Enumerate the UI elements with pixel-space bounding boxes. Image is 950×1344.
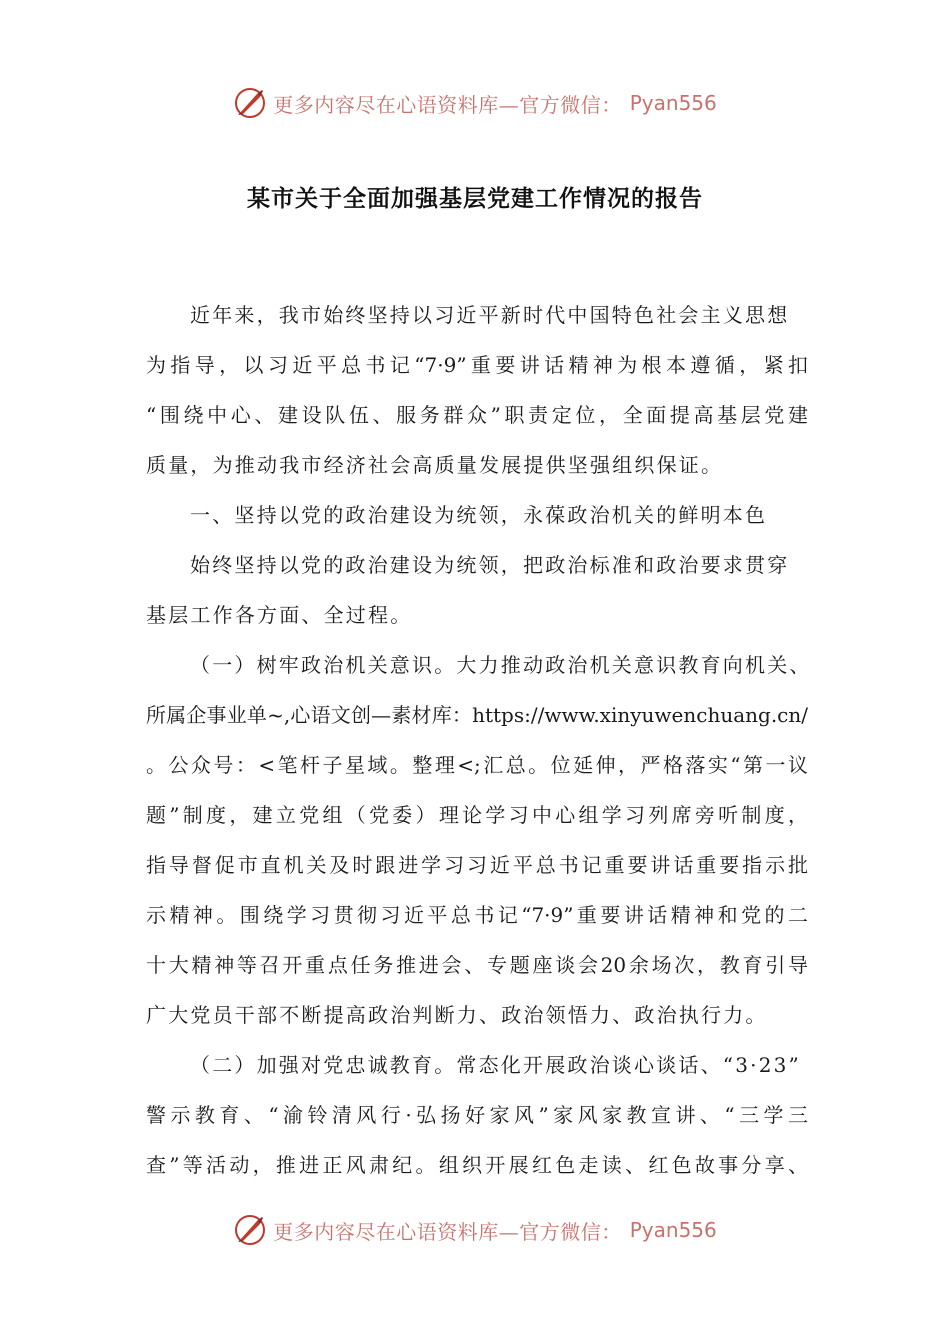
section-heading: 一、坚持以党的政治建设为统领，永葆政治机关的鲜明本色 xyxy=(190,503,768,527)
text-line: 所属企事业单~,心语文创—素材库：https://www.xinyuwenchuang.cn/ xyxy=(146,703,808,727)
text-line: “围绕中心、建设队伍、服务群众”职责定位，全面提高基层党建 xyxy=(146,403,808,427)
text-line: 广大党员干部不断提高政治判断力、政治领悟力、政治执行力。 xyxy=(146,1003,768,1027)
document-title: 某市关于全面加强基层党建工作情况的报告 xyxy=(247,186,703,212)
quill-pen-logo-icon xyxy=(233,1213,267,1247)
text-line: 指导督促市直机关及时跟进学习习近平总书记重要讲话重要指示批 xyxy=(146,853,808,877)
text-line: 基层工作各方面、全过程。 xyxy=(146,603,413,627)
quill-pen-logo-icon xyxy=(233,86,267,120)
watermark-text: 更多内容尽在心语资料库—官方微信： xyxy=(273,92,622,117)
text-line: 。公众号：<笔杆子星域。整理<;汇总。位延伸，严格落实“第一议 xyxy=(146,753,808,777)
text-line: 质量，为推动我市经济社会高质量发展提供坚强组织保证。 xyxy=(146,453,724,477)
text-line: 查”等活动，推进正风肃纪。组织开展红色走读、红色故事分享、 xyxy=(146,1153,808,1177)
text-line: （二）加强对党忠诚教育。常态化开展政治谈心谈话、“3·23” xyxy=(190,1053,801,1077)
text-line: 始终坚持以党的政治建设为统领，把政治标准和政治要求贯穿 xyxy=(190,553,790,577)
text-line: 十大精神等召开重点任务推进会、专题座谈会20余场次，教育引导 xyxy=(146,953,808,977)
wechat-id: Pyan556 xyxy=(629,91,717,115)
text-line: 警示教育、“渝铃清风行·弘扬好家风”家风家教宣讲、“三学三 xyxy=(146,1103,808,1127)
document-body xyxy=(146,290,812,1190)
watermark-text: 更多内容尽在心语资料库—官方微信： xyxy=(273,1219,622,1244)
wechat-id: Pyan556 xyxy=(629,1218,717,1242)
text-line: 题”制度，建立党组（党委）理论学习中心组学习列席旁听制度， xyxy=(146,803,808,827)
text-line: （一）树牢政治机关意识。大力推动政治机关意识教育向机关、 xyxy=(190,653,812,677)
header-watermark-banner xyxy=(0,83,950,123)
text-line: 近年来，我市始终坚持以习近平新时代中国特色社会主义思想 xyxy=(190,303,790,327)
footer-watermark-banner xyxy=(0,1210,950,1250)
text-line: 示精神。围绕学习贯彻习近平总书记“7·9”重要讲话精神和党的二 xyxy=(146,903,808,927)
text-line: 为指导，以习近平总书记“7·9”重要讲话精神为根本遵循，紧扣 xyxy=(146,353,808,377)
